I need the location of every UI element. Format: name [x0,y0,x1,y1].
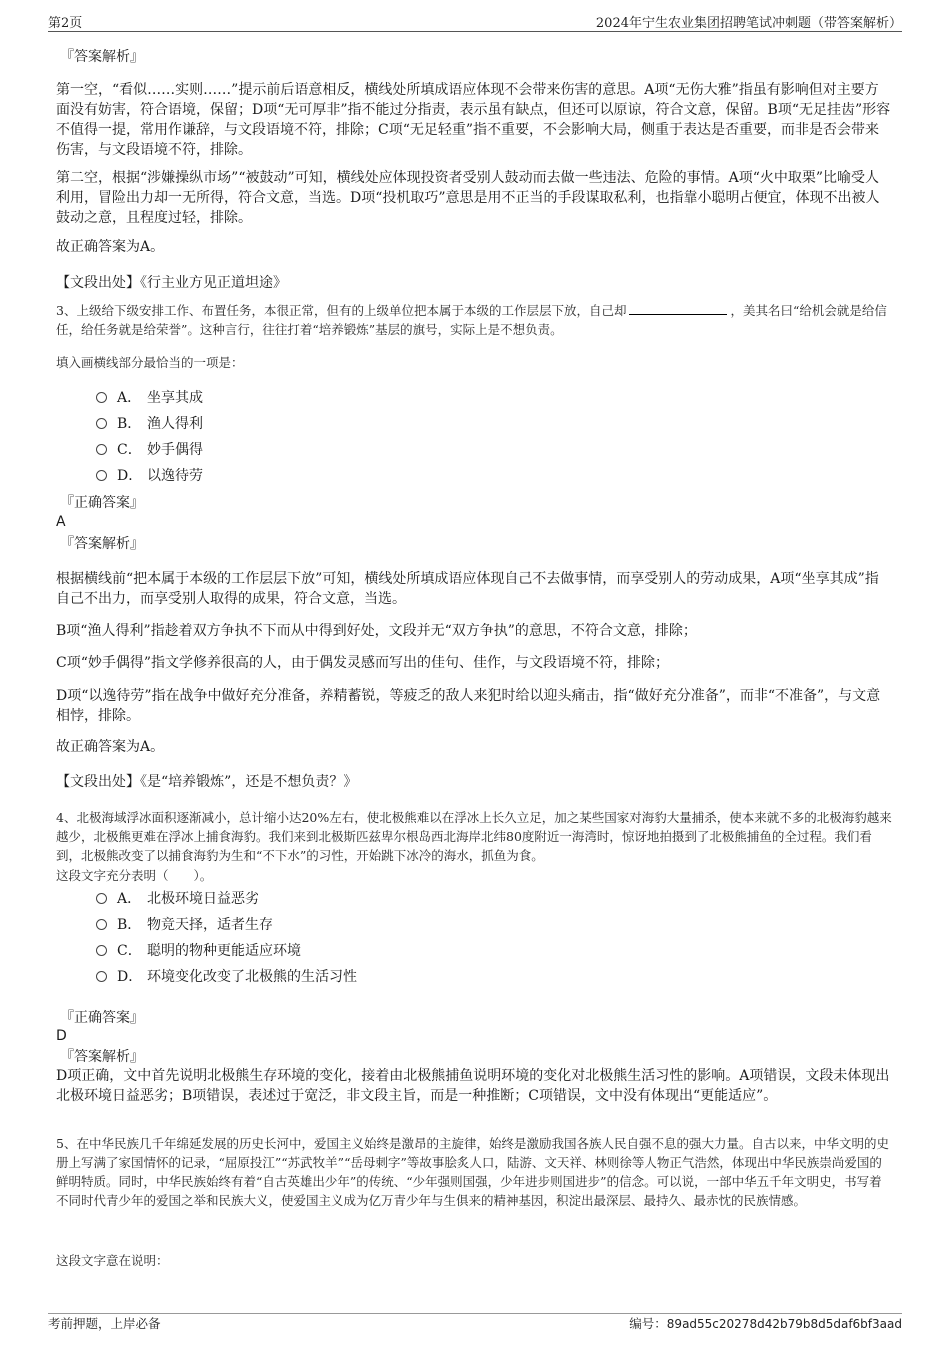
document-id-value: 89ad55c20278d42b79b8d5daf6bf3aad [666,1317,902,1331]
question-3-text-after: ，美其名曰“给机会就是给信任，给任务就是给荣誉”。这种言行，往往打着“培养锻炼”基层的旗号，实际上是不想负责。 [56,303,887,337]
analysis-label: 『答案解析』 [60,536,144,552]
page-footer [48,1314,902,1334]
page-header [48,12,902,32]
radio-icon[interactable] [96,418,107,429]
fill-in-blank [629,302,727,315]
question-3-text-before: 3、上级给下级安排工作、布置任务，本很正常，但有的上级单位把本属于本级的工作层层下放，自己却 [56,303,627,318]
radio-icon[interactable] [96,893,107,904]
document-id: 编号：89ad55c20278d42b79b8d5daf6bf3aad [629,1316,902,1331]
correct-answer-label: 『正确答案』 [60,1010,144,1026]
analysis-conclusion: 故正确答案为A。 [56,239,165,255]
option-c[interactable]: C． 聪明的物种更能适应环境 [96,941,301,961]
correct-answer-value: D [56,1028,67,1044]
question-3-prompt: 填入画横线部分最恰当的一项是： [56,355,244,370]
radio-icon[interactable] [96,392,107,403]
correct-answer-value: A [56,514,66,530]
analysis-paragraph: C项“妙手偶得”指文学修养很高的人，由于偶发灵感而写出的佳句、佳作，与文段语境不符，排除； [56,655,670,671]
source-citation: 【文段出处】《是“培养锻炼”，还是不想负责？》 [56,774,358,790]
option-c[interactable]: C． 妙手偶得 [96,440,203,460]
radio-icon[interactable] [96,971,107,982]
option-a[interactable]: A． 坐享其成 [96,388,203,408]
analysis-paragraph: D项“以逸待劳”指在战争中做好充分准备，养精蓄锐，等疲乏的敌人来犯时给以迎头痛击，指“做好充分准备”，而非“不准备”，与文意相悖，排除。 [56,688,881,724]
question-3-text [56,301,892,339]
question-5-text: 5、在中华民族几千年绵延发展的历史长河中，爱国主义始终是激昂的主旋律，始终是激励我国各族人民自强不息的强大力量。自古以来，中华文明的史册上写满了家国情怀的记录，“屈原投江”“苏武牧羊”“岳母刺字”等故事脍炙人口，陆游、文天祥、林则徐等人物正气浩然，体现出中华民族崇尚爱国的鲜明特质。同时，中华民族始终有着“自古英雄出少年”的传统、“少年强则国强，少年进步则国进步”的信念。可以说，一部中华五千年文明史，书写着不同时代青少年的爱国之举和民族大义，使爱国主义成为亿万青少年与生俱来的精神基因，积淀出最深层、最持久、最赤忱的民族情感。 [56,1136,889,1208]
source-citation: 【文段出处】《行主业方见正道坦途》 [56,275,287,291]
footer-slogan: 考前押题，上岸必备 [48,1316,161,1331]
analysis-label: 『答案解析』 [60,1049,144,1065]
question-4-prompt: 这段文字充分表明（ ）。 [56,868,213,883]
analysis-paragraph: D项正确，文中首先说明北极熊生存环境的变化，接着由北极熊捕鱼说明环境的变化对北极熊生活习性的影响。A项错误，文段未体现出北极环境日益恶劣；B项错误，表述过于宽泛，非文段主旨，而是一种推断；C项错误，文中没有体现出“更能适应”。 [56,1068,890,1104]
analysis-label: 『答案解析』 [60,49,144,65]
radio-icon[interactable] [96,444,107,455]
analysis-paragraph: 根据横线前“把本属于本级的工作层层下放”可知，横线处所填成语应体现自己不去做事情，而享受别人的劳动成果，A项“坐享其成”指自己不出力，而享受别人取得的成果，符合文意，当选。 [56,571,879,607]
correct-answer-label: 『正确答案』 [60,495,144,511]
option-d[interactable]: D． 环境变化改变了北极熊的生活习性 [96,967,357,987]
option-d[interactable]: D． 以逸待劳 [96,466,203,486]
analysis-paragraph-2: 第二空，根据“涉嫌操纵市场”“被鼓动”可知，横线处应体现投资者受别人鼓动而去做一些违法、危险的事情。A项“火中取栗”比喻受人利用，冒险出力却一无所得，符合文意，当选。D项“投机取巧”意思是用不正当的手段谋取私利，也指靠小聪明占便宜，体现不出被人鼓动之意，且程度过轻，排除。 [56,170,880,226]
question-4-text: 4、北极海域浮冰面积逐渐减小，总计缩小达20%左右，使北极熊难以在浮冰上长久立足，加之某些国家对海豹大量捕杀，使本来就不多的北极海豹越来越少，北极熊更难在浮冰上捕食海豹。我们来到北极斯匹兹卑尔根岛西北海岸北纬80度附近一海湾时，惊讶地拍摄到了北极熊捕鱼的全过程。我们看到，北极熊改变了以捕食海豹为生和“不下水”的习性，开始跳下冰冷的海水，抓鱼为食。 [56,810,892,863]
header-divider [48,31,902,32]
analysis-paragraph: B项“渔人得利”指趁着双方争执不下而从中得到好处，文段并无“双方争执”的意思，不符合文意，排除； [56,623,697,639]
document-title: 2024年宁生农业集团招聘笔试冲刺题（带答案解析） [595,16,902,31]
radio-icon[interactable] [96,470,107,481]
option-a[interactable]: A． 北极环境日益恶劣 [96,889,259,909]
radio-icon[interactable] [96,945,107,956]
option-b[interactable]: B． 物竞天择，适者生存 [96,915,273,935]
radio-icon[interactable] [96,919,107,930]
analysis-paragraph-1: 第一空，“看似……实则……”提示前后语意相反，横线处所填成语应体现不会带来伤害的意思。A项“无伤大雅”指虽有影响但对主要方面没有妨害，符合语境，保留；D项“无可厚非”指不能过分指责，表示虽有缺点，但还可以原谅，符合文意，保留。B项“无足挂齿”形容不值得一提，常用作谦辞，与文段语境不符，排除；C项“无足轻重”指不重要，不会影响大局，侧重于表达是否重要，而非是否会带来伤害，与文段语境不符，排除。 [56,82,891,158]
page-number: 第2页 [48,16,83,31]
question-5-prompt: 这段文字意在说明： [56,1253,169,1268]
option-b[interactable]: B． 渔人得利 [96,414,203,434]
analysis-conclusion: 故正确答案为A。 [56,739,165,755]
